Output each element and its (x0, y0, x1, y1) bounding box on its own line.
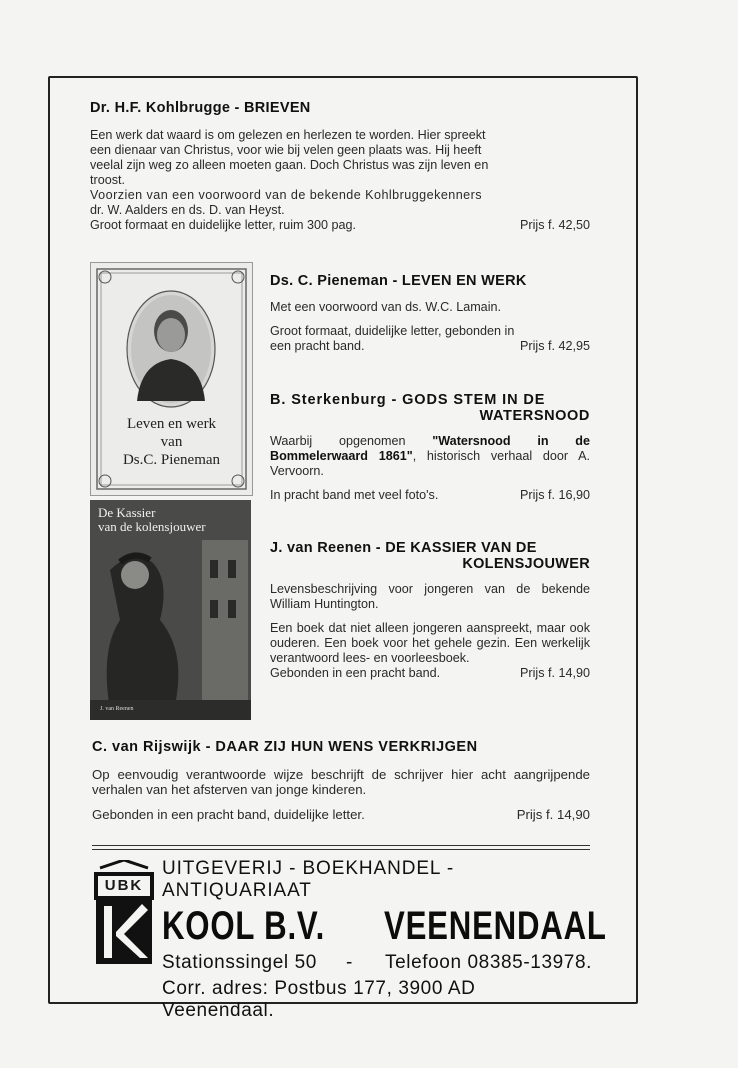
book-entry-kassier (270, 540, 590, 681)
publisher-name: KOOL B.V. (162, 904, 326, 948)
desc-bold: "Watersnood in de Bommelerwaard 1861" (270, 434, 590, 463)
book-cover-kassier (90, 500, 251, 720)
desc-line: dr. W. Aalders en ds. D. van Heyst. (90, 203, 285, 217)
book-description (270, 434, 590, 479)
book-format-line: een pracht band. (270, 339, 365, 353)
desc-line: Voorzien van een voorwoord van de bekende Kohlbruggekenners (90, 188, 483, 202)
book-title (270, 392, 590, 424)
book-price: Prijs f. 14,90 (516, 807, 590, 822)
desc-line: Een werk dat waard is om gelezen en herlezen te worden. Hier spreekt (90, 128, 486, 142)
divider (92, 849, 590, 850)
book-format: Gebonden in een pracht band. (270, 666, 441, 680)
cover-title-line: van (160, 434, 183, 450)
book-format-row (270, 666, 590, 681)
book-entry-rijswijk (92, 739, 590, 822)
publisher-address: Stationssingel 50 (162, 952, 317, 973)
book-title-line: KOLENSJOUWER (462, 556, 590, 572)
publisher-tagline: UITGEVERIJ - BOEKHANDEL - ANTIQUARIAAT (162, 858, 455, 901)
book-format-row (270, 488, 590, 503)
book-format: Gebonden in een pracht band, duidelijke letter. (92, 807, 365, 822)
book-format-row (92, 807, 590, 822)
publisher-city: VEENENDAAL (384, 904, 607, 948)
book-price: Prijs f. 14,90 (520, 666, 590, 680)
publisher-info (162, 858, 607, 1022)
book-description: Op eenvoudig verantwoorde wijze beschrijft de schrijver hier acht aangrijpende verhalen van het afsterven van jonge kinderen. (92, 767, 590, 797)
book-title (270, 540, 590, 572)
book-entry-pieneman (270, 273, 590, 354)
book-format: In pracht band met veel foto's. (270, 488, 439, 502)
book-format: Groot formaat en duidelijke letter, ruim 300 pag. (90, 218, 357, 232)
cover-title (98, 506, 206, 534)
book-intro: Levensbeschrijving voor jongeren van de bekende William Huntington. (270, 582, 590, 611)
desc-text: , historisch verhaal door A. Vervoorn. (270, 449, 590, 478)
logo-letters: UBK (104, 877, 144, 894)
book-title: C. van Rijswijk - DAAR ZIJ HUN WENS VERKRIJGEN (92, 739, 478, 755)
book-title-line: B. Sterkenburg - GODS STEM IN DE (270, 392, 546, 408)
cover-title (91, 415, 252, 469)
book-title-line: J. van Reenen - DE KASSIER VAN DE (270, 540, 537, 556)
divider (92, 845, 590, 846)
cover-title-line: Leven en werk (126, 416, 217, 432)
book-format-row (270, 339, 590, 354)
cover-title-line: van de kolensjouwer (98, 519, 206, 534)
publisher-logo (92, 860, 156, 968)
book-title: Dr. H.F. Kohlbrugge - BRIEVEN (90, 100, 311, 116)
book-price: Prijs f. 42,95 (520, 339, 590, 353)
book-description (90, 128, 590, 233)
book-entry-gods-stem (270, 392, 590, 503)
desc-line: een dienaar van Christus, voor wie bij velen geen plaats was. Hij heeft (90, 143, 482, 157)
cover-title-line: De Kassier (98, 505, 156, 520)
publisher-phone: Telefoon 08385-13978. (385, 952, 592, 973)
publisher-contact-row (162, 952, 592, 976)
book-description: Een boek dat niet alleen jongeren aanspreekt, maar ook ouderen. Een boek voor het gehele gezin. Een werkelijk verantwoord lees- en voorleesboek. (270, 621, 590, 665)
book-price: Prijs f. 16,90 (520, 488, 590, 502)
cover-author: J. van Reenen (100, 706, 134, 712)
book-entry-brieven (90, 100, 590, 233)
desc-line: veelal zijn weg zo alleen moeten gaan. Doch Christus was zijn leven en (90, 158, 489, 172)
book-title-line: WATERSNOOD (479, 408, 590, 424)
book-cover-pieneman (90, 262, 253, 496)
publisher-name-row (162, 904, 607, 952)
book-title: Ds. C. Pieneman - LEVEN EN WERK (270, 273, 527, 289)
book-intro: Met een voorwoord van ds. W.C. Lamain. (270, 300, 501, 314)
desc-text: Waarbij opgenomen (270, 434, 433, 448)
publisher-postal-address: Corr. adres: Postbus 177, 3900 AD Veenendaal. (162, 978, 476, 1021)
desc-line: troost. (90, 173, 125, 187)
separator: - (346, 952, 353, 973)
cover-title-line: Ds.C. Pieneman (122, 452, 221, 468)
book-format: Groot formaat, duidelijke letter, gebonden in (270, 324, 515, 338)
book-price: Prijs f. 42,50 (520, 218, 590, 232)
